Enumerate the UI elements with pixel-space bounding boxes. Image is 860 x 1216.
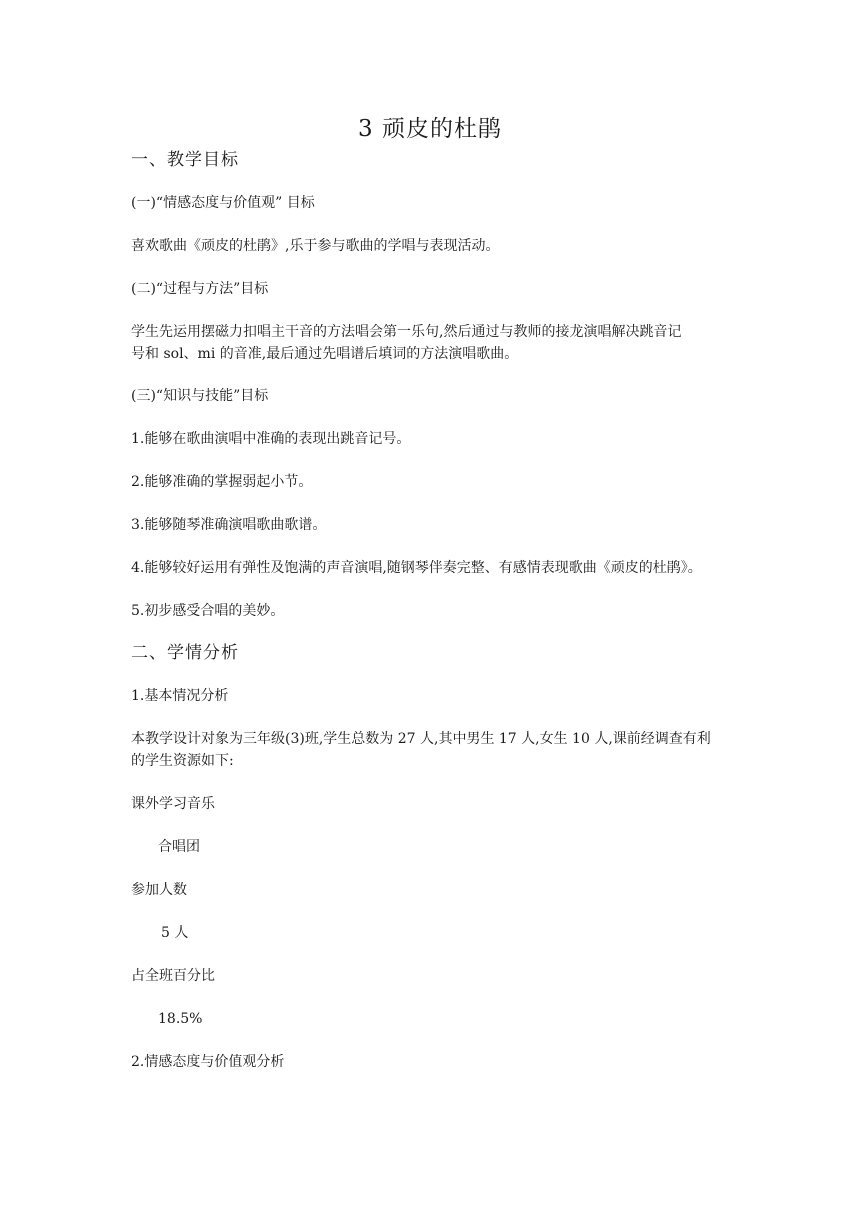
list-item: 1.能够在歌曲演唱中准确的表现出跳音记号。 [131,431,411,447]
table-value-percentage: 18.5% [158,1011,203,1027]
paragraph-process-goal-line2: 号和 sol、mi 的音准,最后通过先唱谱后填词的方法演唱歌曲。 [131,346,519,362]
table-value-music-study: 合唱团 [158,839,200,855]
paragraph-emotion-goal: 喜欢歌曲《顽皮的杜鹃》,乐于参与歌曲的学唱与表现活动。 [131,238,500,254]
list-item: 3.能够随琴准确演唱歌曲歌谱。 [131,517,327,533]
table-label-music-study: 课外学习音乐 [131,796,215,812]
subheading-basic-analysis: 1.基本情况分析 [131,688,229,704]
document-title: 3 顽皮的杜鹃 [358,116,502,142]
table-label-participants: 参加人数 [131,882,187,898]
paragraph-basic-analysis-line1: 本教学设计对象为三年级(3)班,学生总数为 27 人,其中男生 17 人,女生 10 人,课前经调查有利 [131,731,711,747]
list-item: 4.能够较好运用有弹性及饱满的声音演唱,随钢琴伴奏完整、有感情表现歌曲《顽皮的杜鹃》。 [131,560,702,576]
subheading-emotion-goal: (一)“情感态度与价值观” 目标 [131,195,315,211]
list-item: 5.初步感受合唱的美妙。 [131,603,285,619]
paragraph-process-goal-line1: 学生先运用摆磁力扣唱主干音的方法唱会第一乐句,然后通过与教师的接龙演唱解决跳音记 [131,324,682,340]
subheading-knowledge-goal: (三)“知识与技能”目标 [131,388,269,404]
table-label-percentage: 占全班百分比 [131,968,215,984]
section-heading-student-analysis: 二、学情分析 [131,643,239,663]
paragraph-basic-analysis-line2: 的学生资源如下: [131,753,234,769]
subheading-emotion-analysis: 2.情感态度与价值观分析 [131,1054,285,1070]
section-heading-teaching-goals: 一、教学目标 [131,150,239,170]
subheading-process-goal: (二)“过程与方法”目标 [131,281,269,297]
table-value-participants: 5 人 [161,925,189,941]
list-item: 2.能够准确的掌握弱起小节。 [131,474,313,490]
